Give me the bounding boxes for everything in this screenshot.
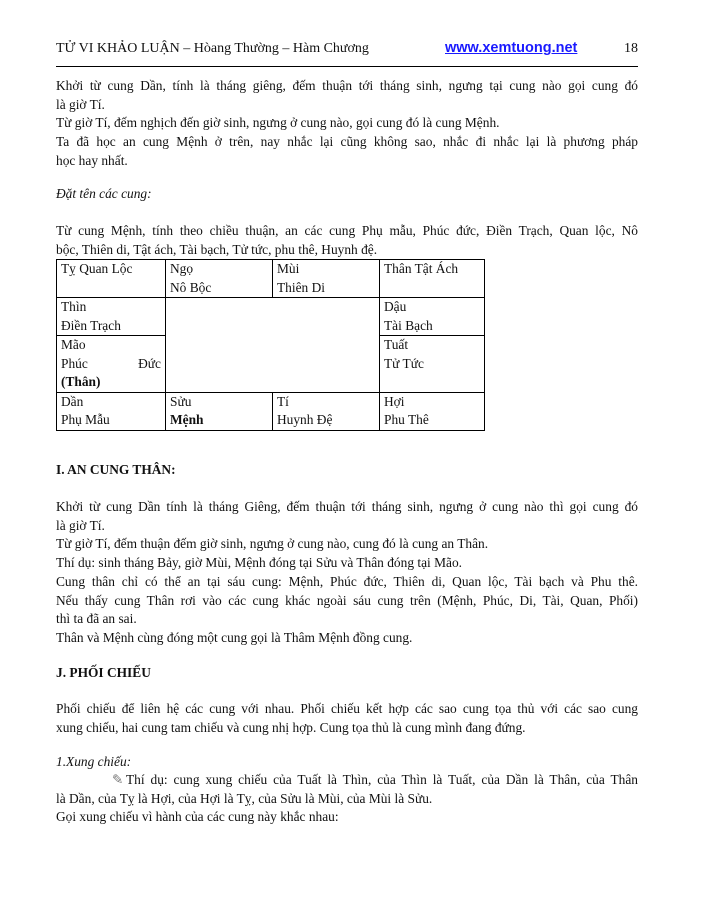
xung-chieu-body	[56, 771, 638, 827]
text-line: Thân và Mệnh cùng đóng một cung gọi là Thâm Mệnh đồng cung.	[56, 629, 413, 645]
text-line: Gọi xung chiếu vì hành của các cung này khắc nhau:	[56, 809, 339, 825]
than-marker: (Thân)	[61, 374, 101, 389]
cell-palace: Phụ Mẫu	[61, 412, 110, 427]
cell-palace: Thiên Di	[277, 279, 325, 295]
header-title: TỬ VI KHẢO LUẬN – Hòang Thường – Hàm Chương	[56, 41, 369, 56]
text-line: bộc, Thiên di, Tật ách, Tài bạch, Tử tức, phu thê, Huynh đệ.	[56, 241, 378, 257]
text-line: Thí dụ: sinh tháng Bảy, giờ Mùi, Mệnh đóng tại Sửu và Thân đóng tại Mão.	[56, 555, 462, 571]
cell-branch: Dậu	[384, 299, 407, 314]
cell-branch: Mão	[61, 337, 86, 352]
text-line: thì ta đã an sai.	[56, 611, 137, 627]
text-line: Từ cung Mệnh, tính theo chiều thuận, an các cung Phụ mẫu, Phúc đức, Điền Trạch, Quan lộc, Nô	[56, 223, 638, 238]
cell-palace: Nô Bộc	[170, 279, 212, 295]
section-heading-i: I. AN CUNG THÂN:	[56, 462, 176, 477]
cell-branch: Dần	[61, 393, 84, 409]
section-i-body	[56, 498, 638, 648]
subheading-naming: Đặt tên các cung:	[56, 186, 152, 201]
page-number: 18	[624, 41, 638, 56]
cell-palace	[61, 355, 165, 374]
cell-ti	[273, 392, 380, 430]
cell-palace: Điền Trạch	[61, 317, 121, 333]
cell-than	[380, 260, 485, 298]
text-line: Nếu thấy cung Thân rơi vào các cung khác ngoài sáu cung trên (Mệnh, Phúc, Di, Tài, Quan, Phối)	[56, 592, 638, 608]
cell-branch: Tuất	[384, 337, 409, 352]
table-row	[57, 298, 485, 336]
cell-dau	[380, 298, 485, 336]
text-line: Từ giờ Tí, đếm nghịch đến giờ sinh, ngưng ở cung nào, gọi cung đó là cung Mệnh.	[56, 115, 500, 131]
cell-palace: Phu Thê	[384, 412, 429, 427]
text-line: học hay nhất.	[56, 152, 128, 168]
palace-word: Đức	[138, 355, 161, 371]
cell-dan	[57, 392, 166, 430]
cell-tuat	[380, 336, 485, 393]
text-line: là giờ Tí.	[56, 96, 105, 112]
cell-branch: Hợi	[384, 393, 405, 409]
cell-hoi	[380, 392, 485, 430]
pencil-icon: ✎	[112, 772, 124, 787]
cell-branch: Tí	[277, 393, 289, 409]
cell-branch: Thìn	[61, 299, 87, 314]
palace-word: Phúc	[61, 355, 88, 371]
page-header	[56, 41, 638, 59]
text-line: Khởi từ cung Dần, tính là tháng giêng, đếm thuận tới tháng sinh, ngưng tại cung nào gọi cung đó	[56, 78, 638, 93]
cell-ngo	[166, 260, 273, 298]
section-heading-j: J. PHỐI CHIẾU	[56, 665, 151, 680]
cell-suu	[166, 392, 273, 430]
subheading-xung-chieu: 1.Xung chiếu:	[56, 754, 132, 769]
cell-branch: Ngọ	[170, 261, 194, 276]
cell-mao	[57, 336, 166, 393]
cell-palace: Tử Tức	[384, 355, 424, 371]
text-line: Ta đã học an cung Mệnh ở trên, nay nhắc lại cũng không sao, nhắc đi nhắc lại là phương pháp	[56, 134, 638, 150]
cell-branch: Thân Tật Ách	[384, 261, 459, 276]
palace-table	[56, 259, 485, 431]
text-span: Thí dụ: cung xung chiếu của Tuất là Thìn, của Thìn là Tuất, của Dần là Thân, của Thân	[126, 772, 638, 787]
cell-mui	[273, 260, 380, 298]
text-line: là giờ Tí.	[56, 517, 105, 533]
text-line: Phối chiếu để liên hệ các cung với nhau. Phối chiếu kết hợp các sao cung tọa thủ với các sao cung	[56, 701, 638, 716]
table-row	[57, 392, 485, 430]
text-line: Từ giờ Tí, đếm thuận đếm giờ sinh, ngưng ở cung nào, cung đó là cung an Thân.	[56, 536, 489, 552]
cell-palace: Tài Bạch	[384, 317, 433, 333]
text-line: là Dần, của Tỵ là Hợi, của Hợi là Tỵ, của Sửu là Mùi, của Mùi là Sửu.	[56, 790, 433, 806]
section-j-body	[56, 700, 638, 737]
website-link[interactable]: www.xemtuong.net	[445, 40, 578, 56]
cell-branch: Mùi	[277, 261, 300, 276]
center-cell	[166, 298, 380, 393]
cell-palace: Huynh Đệ	[277, 412, 333, 427]
text-line: xung chiếu, hai cung tam chiếu và cung nhị hợp. Cung tọa thủ là cung mình đang đứng.	[56, 719, 526, 735]
cell-branch: Sửu	[170, 393, 192, 409]
cell-ty	[57, 260, 166, 298]
naming-paragraph	[56, 222, 638, 259]
cell-branch: Tỵ Quan Lộc	[61, 261, 133, 276]
table-row	[57, 260, 485, 298]
text-line: Khởi từ cung Dần tính là tháng Giêng, đếm thuận tới tháng sinh, ngưng ở cung nào thì gọi cung đó	[56, 499, 638, 514]
text-line: Cung thân chỉ có thể an tại sáu cung: Mệnh, Phúc đức, Thiên di, Quan lộc, Tài bạch và Phu thê.	[56, 573, 638, 589]
text-line	[56, 771, 638, 790]
header-divider	[56, 66, 638, 67]
cell-thin	[57, 298, 166, 336]
cell-palace: Mệnh	[170, 412, 204, 427]
intro-paragraph	[56, 77, 638, 171]
